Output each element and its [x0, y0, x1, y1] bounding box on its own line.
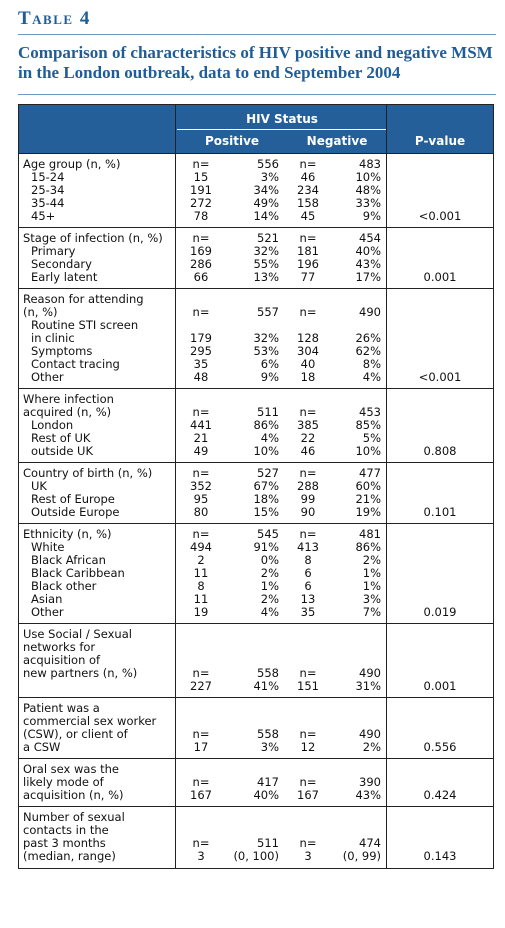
negative-value: 477 — [359, 466, 381, 480]
negative-count: 45 — [300, 209, 316, 223]
table-row — [19, 850, 493, 863]
negative-count: 181 — [297, 244, 319, 258]
negative-header: Negative — [306, 134, 368, 148]
p-value: 0.101 — [423, 505, 457, 519]
table-section — [19, 154, 493, 228]
positive-count: n= — [192, 775, 210, 789]
row-label: Ethnicity (n, %) — [23, 527, 112, 541]
positive-count: n= — [192, 405, 210, 419]
negative-count: 90 — [300, 505, 316, 519]
row-label: networks for — [23, 640, 96, 654]
negative-count: n= — [299, 231, 317, 245]
positive-count: n= — [192, 231, 210, 245]
positive-count: 49 — [193, 444, 209, 458]
positive-value: 556 — [257, 157, 279, 171]
row-label: Symptoms — [31, 344, 93, 358]
table-label: Table 4 — [18, 8, 91, 29]
negative-value: 17% — [355, 270, 381, 284]
negative-value: 2% — [362, 553, 381, 567]
table-section — [19, 524, 493, 624]
row-label: (n, %) — [23, 305, 58, 319]
row-label: White — [31, 540, 65, 554]
positive-value: 32% — [253, 244, 279, 258]
positive-value: 13% — [253, 270, 279, 284]
negative-count: 46 — [300, 444, 316, 458]
row-label: UK — [31, 479, 47, 493]
negative-count: 46 — [300, 170, 316, 184]
positive-value: 558 — [257, 727, 279, 741]
row-label: acquisition of — [23, 653, 101, 667]
table-row — [19, 445, 493, 458]
positive-value: 91% — [253, 540, 279, 554]
positive-count: 11 — [193, 592, 209, 606]
positive-count: 95 — [193, 492, 209, 506]
positive-value: 4% — [260, 605, 279, 619]
positive-count: n= — [192, 527, 210, 541]
positive-count: 19 — [193, 605, 209, 619]
row-label: Where infection — [23, 392, 114, 406]
negative-value: 474 — [359, 836, 381, 850]
positive-value: 41% — [253, 679, 279, 693]
row-label: 35-44 — [31, 196, 65, 210]
negative-value: 2% — [362, 740, 381, 754]
negative-value: 453 — [359, 405, 381, 419]
table-section — [19, 624, 493, 698]
positive-value: 527 — [257, 466, 279, 480]
positive-count: 2 — [197, 553, 205, 567]
positive-count: 3 — [197, 849, 205, 863]
positive-value: 86% — [253, 418, 279, 432]
negative-value: 454 — [359, 231, 381, 245]
row-label: Primary — [31, 244, 76, 258]
positive-count: 227 — [190, 679, 212, 693]
positive-value: 53% — [253, 344, 279, 358]
row-label: Rest of Europe — [31, 492, 115, 506]
negative-value: 19% — [355, 505, 381, 519]
p-value: <0.001 — [418, 370, 462, 384]
positive-value: 3% — [260, 170, 279, 184]
row-label: Patient was a — [23, 701, 100, 715]
row-label: Other — [31, 370, 64, 384]
p-value: <0.001 — [418, 209, 462, 223]
negative-value: 390 — [359, 775, 381, 789]
table-row — [19, 580, 493, 593]
table-row — [19, 419, 493, 432]
row-label: 45+ — [31, 209, 56, 223]
positive-value: 55% — [253, 257, 279, 271]
table-section — [19, 289, 493, 389]
positive-count: n= — [192, 727, 210, 741]
table-row — [19, 371, 493, 384]
negative-count: 234 — [297, 183, 319, 197]
row-label: Routine STI screen — [31, 318, 139, 332]
negative-value: 43% — [355, 257, 381, 271]
positive-count: 15 — [193, 170, 209, 184]
row-label: 25-34 — [31, 183, 65, 197]
positive-value: 10% — [253, 444, 279, 458]
positive-value: 511 — [257, 405, 279, 419]
positive-value: 32% — [253, 331, 279, 345]
negative-count: 167 — [297, 788, 319, 802]
table-row — [19, 158, 493, 171]
negative-count: 413 — [297, 540, 319, 554]
p-value: 0.424 — [423, 788, 457, 802]
positive-count: 21 — [193, 431, 209, 445]
negative-count: n= — [299, 466, 317, 480]
table-row — [19, 293, 493, 306]
negative-value: 31% — [355, 679, 381, 693]
negative-value: 5% — [362, 431, 381, 445]
row-label: past 3 months — [23, 836, 106, 850]
positive-count: 295 — [190, 344, 212, 358]
positive-count: n= — [192, 305, 210, 319]
positive-value: 15% — [253, 505, 279, 519]
negative-value: 4% — [362, 370, 381, 384]
table-header — [19, 105, 493, 154]
negative-count: n= — [299, 775, 317, 789]
positive-count: n= — [192, 836, 210, 850]
negative-value: 490 — [359, 727, 381, 741]
negative-value: 21% — [355, 492, 381, 506]
negative-value: 490 — [359, 305, 381, 319]
positive-value: 521 — [257, 231, 279, 245]
row-label: Stage of infection (n, %) — [23, 231, 163, 245]
row-label: Number of sexual — [23, 810, 125, 824]
positive-count: 8 — [197, 579, 205, 593]
table-section — [19, 807, 493, 868]
positive-count: 17 — [193, 740, 209, 754]
positive-value: 4% — [260, 431, 279, 445]
p-value: 0.001 — [423, 270, 457, 284]
positive-value: 18% — [253, 492, 279, 506]
negative-value: 26% — [355, 331, 381, 345]
column-divider — [386, 105, 387, 868]
negative-count: 288 — [297, 479, 319, 493]
row-label: Black Caribbean — [31, 566, 125, 580]
negative-count: 13 — [300, 592, 316, 606]
p-value: 0.143 — [423, 849, 457, 863]
positive-count: 48 — [193, 370, 209, 384]
positive-count: 167 — [190, 788, 212, 802]
positive-count: 286 — [190, 257, 212, 271]
negative-count: n= — [299, 405, 317, 419]
row-label: Use Social / Sexual — [23, 627, 132, 641]
row-label: Oral sex was the — [23, 762, 119, 776]
row-label: Black other — [31, 579, 97, 593]
row-label: Other — [31, 605, 64, 619]
table-section — [19, 389, 493, 463]
row-label: Age group (n, %) — [23, 157, 121, 171]
negative-value: 43% — [355, 788, 381, 802]
p-value: 0.556 — [423, 740, 457, 754]
positive-count: n= — [192, 666, 210, 680]
positive-count: 494 — [190, 540, 212, 554]
row-label: new partners (n, %) — [23, 666, 138, 680]
negative-value: 10% — [355, 170, 381, 184]
positive-value: 0% — [260, 553, 279, 567]
positive-count: 11 — [193, 566, 209, 580]
negative-count: 8 — [304, 553, 312, 567]
negative-count: 6 — [304, 566, 312, 580]
row-label: Early latent — [31, 270, 98, 284]
column-divider — [175, 105, 176, 868]
negative-count: 3 — [304, 849, 312, 863]
positive-count: 272 — [190, 196, 212, 210]
negative-value: 483 — [359, 157, 381, 171]
top-rule — [18, 34, 496, 35]
positive-value: 545 — [257, 527, 279, 541]
row-label: a CSW — [23, 740, 61, 754]
positive-count: 80 — [193, 505, 209, 519]
negative-value: (0, 99) — [342, 849, 381, 863]
positive-count: 35 — [193, 357, 209, 371]
negative-count: n= — [299, 527, 317, 541]
positive-value: 9% — [260, 370, 279, 384]
negative-value: 3% — [362, 592, 381, 606]
positive-count: 66 — [193, 270, 209, 284]
row-label: Asian — [31, 592, 63, 606]
table-row — [19, 210, 493, 223]
negative-value: 86% — [355, 540, 381, 554]
data-table — [18, 104, 494, 869]
positive-count: 78 — [193, 209, 209, 223]
negative-value: 48% — [355, 183, 381, 197]
row-label: likely mode of — [23, 775, 104, 789]
negative-value: 40% — [355, 244, 381, 258]
negative-count: n= — [299, 157, 317, 171]
row-label: contacts in the — [23, 823, 109, 837]
title-rule — [18, 94, 496, 95]
negative-count: n= — [299, 727, 317, 741]
positive-header: Positive — [204, 134, 260, 148]
table-section — [19, 759, 493, 807]
row-label: Black African — [31, 553, 106, 567]
positive-value: 49% — [253, 196, 279, 210]
negative-value: 33% — [355, 196, 381, 210]
table-title: Comparison of characteristics of HIV positive and negative MSM in the London outbreak, data to end September 2004 — [18, 43, 493, 82]
row-label: (CSW), or client of — [23, 727, 128, 741]
table-row — [19, 606, 493, 619]
positive-value: 14% — [253, 209, 279, 223]
negative-count: 35 — [300, 605, 316, 619]
table-section — [19, 463, 493, 524]
positive-value: 557 — [257, 305, 279, 319]
row-label: acquired (n, %) — [23, 405, 112, 419]
row-label: 15-24 — [31, 170, 65, 184]
row-label: commercial sex worker — [23, 714, 157, 728]
negative-count: n= — [299, 666, 317, 680]
table-row — [19, 506, 493, 519]
row-label: acquisition (n, %) — [23, 788, 124, 802]
row-label: Contact tracing — [31, 357, 120, 371]
negative-value: 60% — [355, 479, 381, 493]
negative-count: 128 — [297, 331, 319, 345]
positive-value: 67% — [253, 479, 279, 493]
positive-value: 3% — [260, 740, 279, 754]
negative-count: n= — [299, 836, 317, 850]
negative-count: 77 — [300, 270, 316, 284]
negative-value: 490 — [359, 666, 381, 680]
p-value: 0.001 — [423, 679, 457, 693]
header-divider — [177, 129, 387, 130]
row-label: Reason for attending — [23, 292, 144, 306]
positive-value: 2% — [260, 566, 279, 580]
positive-value: 1% — [260, 579, 279, 593]
negative-count: n= — [299, 305, 317, 319]
positive-value: 417 — [257, 775, 279, 789]
pvalue-header: P-value — [414, 134, 466, 148]
table-row — [19, 789, 493, 802]
row-label: Secondary — [31, 257, 92, 271]
negative-count: 18 — [300, 370, 316, 384]
negative-value: 9% — [362, 209, 381, 223]
positive-count: 179 — [190, 331, 212, 345]
negative-value: 10% — [355, 444, 381, 458]
table-row — [19, 741, 493, 754]
positive-value: (0, 100) — [233, 849, 279, 863]
positive-count: 169 — [190, 244, 212, 258]
negative-count: 196 — [297, 257, 319, 271]
positive-count: 441 — [190, 418, 212, 432]
negative-value: 85% — [355, 418, 381, 432]
negative-value: 481 — [359, 527, 381, 541]
negative-value: 7% — [362, 605, 381, 619]
negative-count: 158 — [297, 196, 319, 210]
table-body — [19, 154, 493, 868]
p-value: 0.019 — [423, 605, 457, 619]
row-label: Country of birth (n, %) — [23, 466, 153, 480]
negative-count: 12 — [300, 740, 316, 754]
row-label: London — [31, 418, 74, 432]
row-label: Outside Europe — [31, 505, 120, 519]
negative-count: 6 — [304, 579, 312, 593]
negative-value: 1% — [362, 579, 381, 593]
negative-count: 151 — [297, 679, 319, 693]
positive-value: 2% — [260, 592, 279, 606]
row-label: outside UK — [31, 444, 94, 458]
negative-count: 385 — [297, 418, 319, 432]
negative-value: 1% — [362, 566, 381, 580]
table-row — [19, 271, 493, 284]
positive-value: 40% — [253, 788, 279, 802]
hiv-status-header: HIV Status — [246, 112, 318, 126]
positive-count: n= — [192, 157, 210, 171]
negative-count: 22 — [300, 431, 316, 445]
row-label: in clinic — [31, 331, 75, 345]
negative-count: 40 — [300, 357, 316, 371]
negative-value: 62% — [355, 344, 381, 358]
positive-count: 352 — [190, 479, 212, 493]
row-label: (median, range) — [23, 849, 116, 863]
table-section — [19, 698, 493, 759]
positive-value: 6% — [260, 357, 279, 371]
row-label: Rest of UK — [31, 431, 91, 445]
table-row — [19, 680, 493, 693]
negative-count: 99 — [300, 492, 316, 506]
positive-value: 34% — [253, 183, 279, 197]
negative-value: 8% — [362, 357, 381, 371]
negative-count: 304 — [297, 344, 319, 358]
table-section — [19, 228, 493, 289]
positive-value: 558 — [257, 666, 279, 680]
p-value: 0.808 — [423, 444, 457, 458]
table-row — [19, 728, 493, 741]
table-row — [19, 593, 493, 606]
positive-count: n= — [192, 466, 210, 480]
positive-count: 191 — [190, 183, 212, 197]
positive-value: 511 — [257, 836, 279, 850]
